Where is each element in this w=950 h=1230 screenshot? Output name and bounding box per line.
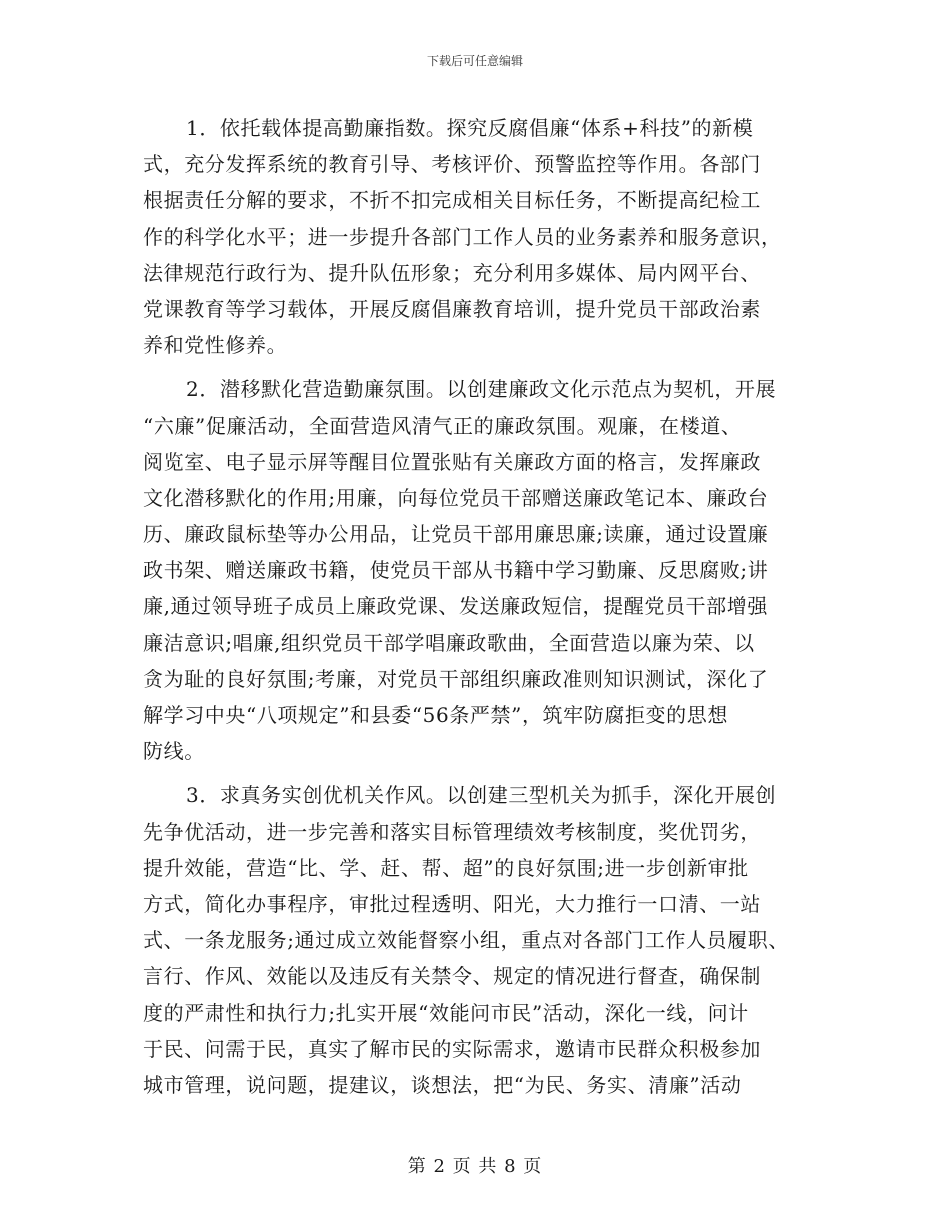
paragraph xyxy=(143,371,808,769)
text-line: 政书架、赠送廉政书籍，使党员干部从书籍中学习勤廉、反思腐败;讲 xyxy=(143,558,769,583)
text-line: 防线。 xyxy=(143,739,205,764)
page-footer: 第 2 页 共 8 页 xyxy=(407,1156,543,1177)
text-line: 作的科学化水平；进一步提升各部门工作人员的业务素养和服务意识， xyxy=(143,224,782,249)
text-line: 3．求真务实创优机关作风。以创建三型机关为抓手，深化开展创 xyxy=(186,783,777,808)
text-line: 历、廉政鼠标垫等办公用品，让党员干部用廉思廉;读廉，通过设置廉 xyxy=(143,522,769,547)
document-body xyxy=(143,110,808,1103)
text-line: 城市管理，说问题，提建议，谈想法，把“为民、务实、清廉”活动 xyxy=(143,1072,742,1097)
text-line: 式、一条龙服务;通过成立效能督察小组，重点对各部门工作人员履职、 xyxy=(143,928,789,953)
text-line: 文化潜移默化的作用;用廉，向每位党员干部赠送廉政笔记本、廉政台 xyxy=(143,485,769,510)
text-line: 解学习中央“八项规定”和县委“56条严禁”，筑牢防腐拒变的思想 xyxy=(143,703,728,727)
text-line: 方式，简化办事程序，审批过程透明、阳光，大力推行一口清、一站 xyxy=(143,891,761,916)
paragraph-spacer xyxy=(143,769,808,777)
text-line: 先争优活动，进一步完善和落实目标管理绩效考核制度，奖优罚劣， xyxy=(143,819,761,844)
text-line: 度的严肃性和执行力;扎实开展“效能问市民”活动，深化一线，问计 xyxy=(143,1000,749,1025)
paragraph-spacer xyxy=(143,363,808,371)
paragraph xyxy=(143,110,808,363)
text-line: 阅览室、电子显示屏等醒目位置张贴有关廉政方面的格言，发挥廉政 xyxy=(143,449,761,474)
text-line: 廉洁意识;唱廉,组织党员干部学唱廉政歌曲，全面营造以廉为荣、以 xyxy=(143,630,755,655)
text-line: 党课教育等学习载体，开展反腐倡廉教育培训，提升党员干部政治素 xyxy=(143,296,761,321)
text-line: 于民、问需于民，真实了解市民的实际需求，邀请市民群众积极参加 xyxy=(143,1036,761,1061)
text-line: 养和党性修养。 xyxy=(143,333,288,358)
text-line: 贪为耻的良好氛围;考廉，对党员干部组织廉政准则知识测试，深化了 xyxy=(143,666,769,691)
text-line: 根据责任分解的要求，不折不扣完成相关目标任务，不断提高纪检工 xyxy=(143,188,761,213)
text-line: 廉,通过领导班子成员上廉政党课、发送廉政短信，提醒党员干部增强 xyxy=(143,594,768,619)
text-line: “六廉”促廉活动，全面营造风清气正的廉政氛围。观廉，在楼道、 xyxy=(143,413,742,438)
text-line: 式，充分发挥系统的教育引导、考核评价、预警监控等作用。各部门 xyxy=(143,152,761,177)
paragraph xyxy=(143,777,808,1103)
text-line: 提升效能，营造“比、学、赶、帮、超”的良好氛围;进一步创新审批 xyxy=(143,855,749,880)
page-header: 下载后可任意编辑 xyxy=(426,54,523,68)
text-line: 言行、作风、效能以及违反有关禁令、规定的情况进行督查，确保制 xyxy=(143,964,761,989)
text-line: 2．潜移默化营造勤廉氛围。以创建廉政文化示范点为契机，开展 xyxy=(186,377,777,402)
text-line: 法律规范行政行为、提升队伍形象；充分利用多媒体、局内网平台、 xyxy=(143,260,761,285)
text-line: 1．依托载体提高勤廉指数。探究反腐倡廉“体系+科技”的新模 xyxy=(186,116,754,140)
